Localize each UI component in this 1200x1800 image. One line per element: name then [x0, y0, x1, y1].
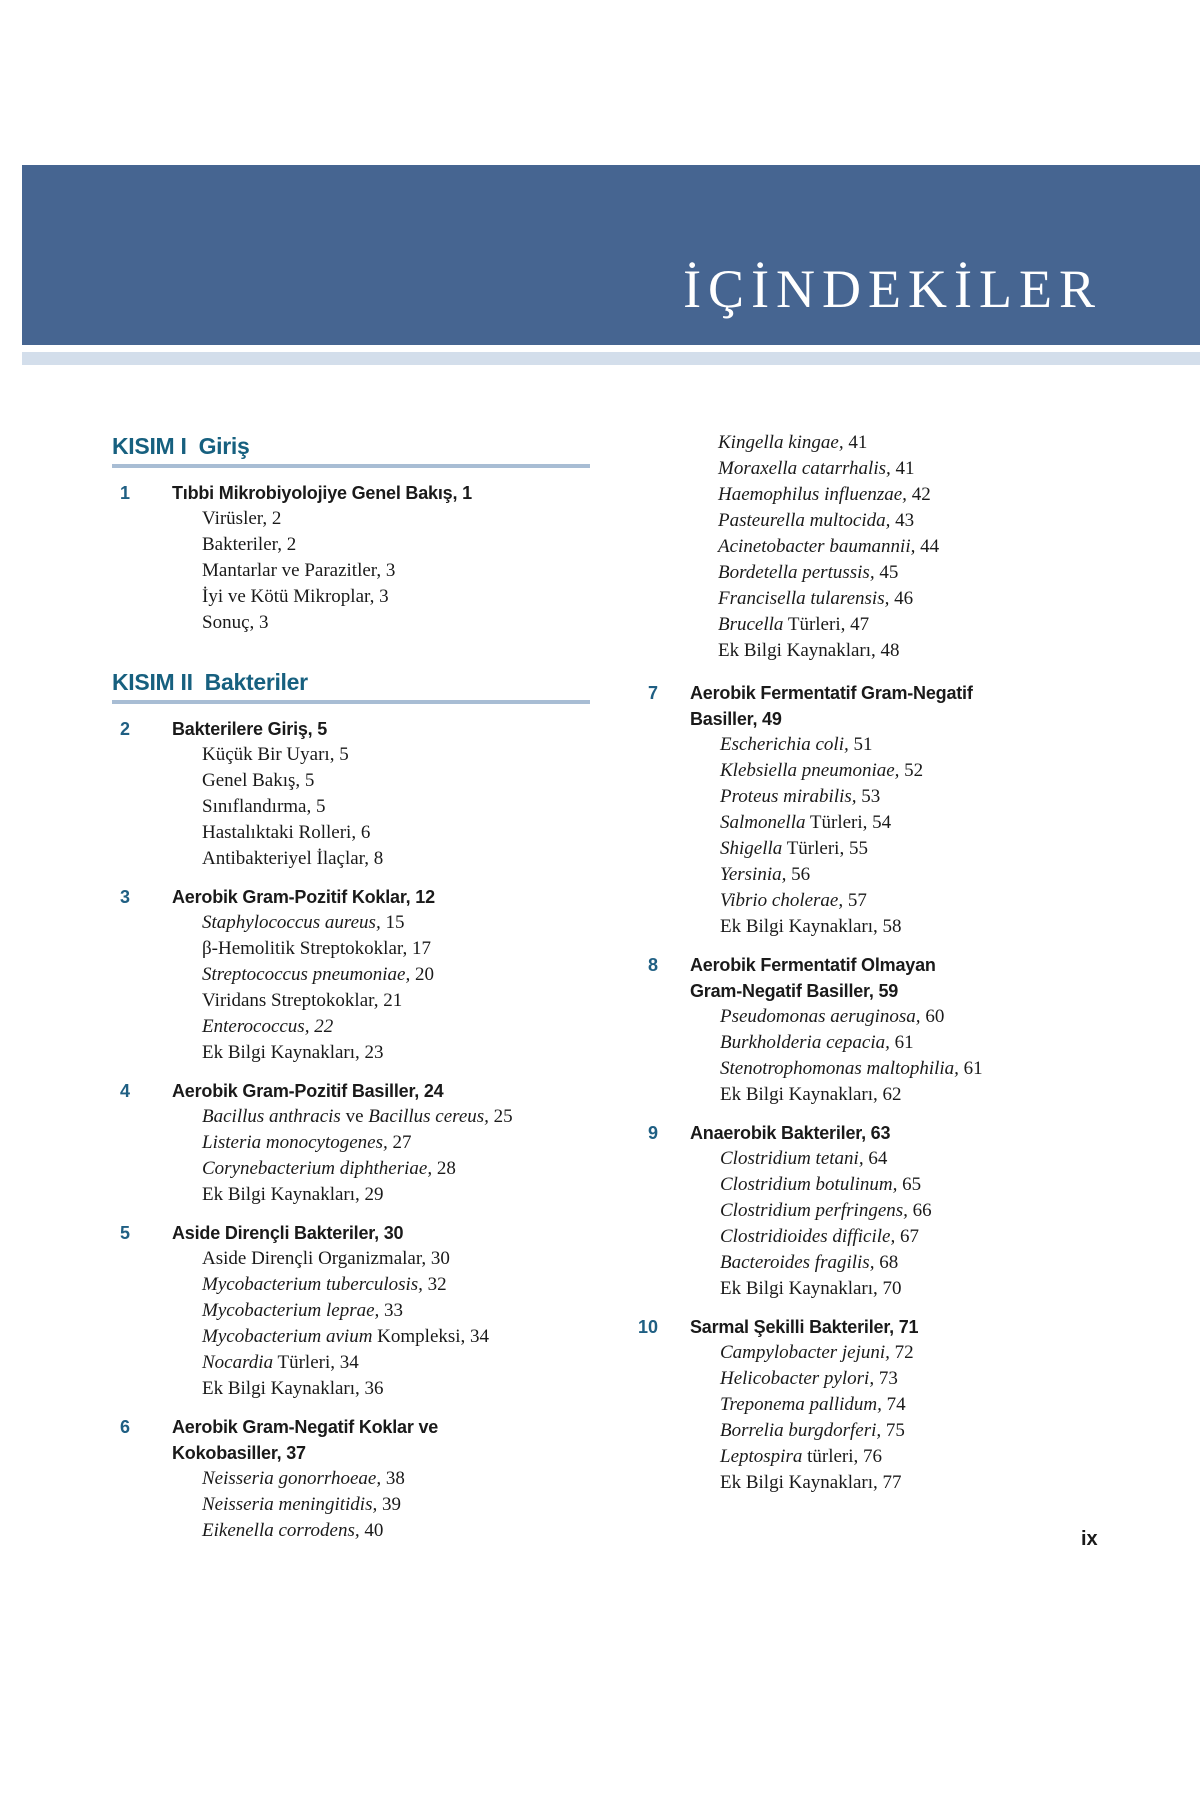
- chapter-title[interactable]: Anaerobik Bakteriler, 63: [690, 1123, 891, 1143]
- entry-italic-text: Shigella: [720, 838, 783, 859]
- toc-entry[interactable]: [720, 1056, 1150, 1082]
- chapter-9[interactable]: [630, 1120, 1150, 1302]
- toc-entry[interactable]: [202, 820, 590, 846]
- toc-entry[interactable]: [202, 768, 590, 794]
- page-number: ix: [1081, 1528, 1098, 1550]
- chapter-entries: [172, 1104, 590, 1208]
- page-title: İÇİNDEKİLER: [683, 259, 1102, 319]
- entry-italic-text: Mycobacterium tuberculosis,: [202, 1274, 423, 1295]
- entry-italic-text: Salmonella: [720, 812, 806, 833]
- chapter-number: 2: [120, 719, 131, 739]
- chapter-entries: [172, 742, 590, 872]
- chapter-entries: [172, 910, 590, 1066]
- chapter-entries: [172, 1466, 590, 1544]
- toc-entry[interactable]: [202, 584, 590, 610]
- entry-italic-text: Leptospira: [720, 1446, 803, 1467]
- entry-text: 41: [843, 432, 868, 453]
- chapter-10[interactable]: [630, 1314, 1150, 1496]
- toc-entry[interactable]: [720, 810, 1150, 836]
- entry-italic-text: Klebsiella pneumoniae,: [720, 760, 900, 781]
- toc-entry[interactable]: [718, 482, 1150, 508]
- entry-italic-text: Enterococcus, 22: [202, 1016, 334, 1037]
- entry-text: 39: [377, 1494, 401, 1515]
- toc-entry[interactable]: [202, 1040, 590, 1066]
- chapter-number: 5: [120, 1223, 131, 1243]
- entry-text: 38: [381, 1468, 405, 1489]
- toc-entry[interactable]: [720, 1250, 1150, 1276]
- toc-entry[interactable]: [720, 1444, 1150, 1470]
- entry-text: 28: [432, 1158, 456, 1179]
- part-name: Bakteriler: [204, 669, 308, 695]
- chapter-title-line[interactable]: Kokobasiller, 37: [172, 1443, 306, 1463]
- entry-text: Sonuç, 3: [202, 612, 269, 633]
- toc-column-left: [112, 430, 590, 1544]
- toc-column-right: [630, 430, 1150, 1496]
- entry-italic-text: Acinetobacter baumannii,: [718, 536, 916, 557]
- toc-entry[interactable]: [720, 1470, 1150, 1496]
- entry-italic-text: Burkholderia cepacia,: [720, 1032, 890, 1053]
- toc-entry[interactable]: [718, 586, 1150, 612]
- entry-text: 52: [899, 760, 924, 781]
- toc-entry[interactable]: [202, 936, 590, 962]
- chapter-title[interactable]: Tıbbi Mikrobiyolojiye Genel Bakış, 1: [172, 483, 472, 503]
- entry-text: 45: [874, 562, 899, 583]
- toc-entry[interactable]: [202, 610, 590, 636]
- entry-italic-text: Vibrio cholerae,: [720, 890, 844, 911]
- chapter-number: 7: [647, 683, 658, 703]
- toc-entry[interactable]: [202, 910, 590, 936]
- entry-text: 53: [856, 786, 881, 807]
- entry-italic-text: Streptococcus pneumoniae,: [202, 964, 411, 985]
- toc-entry[interactable]: [202, 962, 590, 988]
- entry-text: 57: [843, 890, 867, 911]
- entry-italic-text: Mycobacterium leprae,: [202, 1300, 380, 1321]
- entry-text: 46: [889, 588, 914, 609]
- entry-italic-text: Clostridium tetani,: [720, 1148, 864, 1169]
- chapter-entries: [690, 1146, 1150, 1302]
- toc-entry[interactable]: [720, 1198, 1150, 1224]
- entry-text: 27: [387, 1132, 412, 1153]
- chapter-number: 6: [120, 1417, 131, 1437]
- entry-italic-text: Yersinia,: [720, 864, 787, 885]
- entry-text: β-Hemolitik Streptokoklar, 17: [202, 938, 431, 959]
- chapter-3[interactable]: [112, 884, 590, 1066]
- entry-text: 67: [895, 1226, 919, 1247]
- toc-entry[interactable]: [720, 784, 1150, 810]
- entry-text: ve: [340, 1106, 369, 1127]
- entry-italic-text: Staphylococcus aureus,: [202, 912, 381, 933]
- entry-text: türleri, 76: [802, 1446, 883, 1467]
- chapter-title-line[interactable]: Aerobik Fermentatif Olmayan: [690, 955, 936, 975]
- chapter-1[interactable]: [112, 480, 590, 636]
- toc-entry[interactable]: [202, 1298, 590, 1324]
- entry-italic-text: Helicobacter pylori,: [720, 1368, 875, 1389]
- entry-text: Ek Bilgi Kaynakları, 58: [720, 916, 902, 937]
- entry-italic-text: Clostridium perfringens,: [720, 1200, 908, 1221]
- entry-text: 56: [786, 864, 811, 885]
- toc-entry[interactable]: [720, 732, 1150, 758]
- part-label: KISIM II: [112, 669, 193, 695]
- entry-text: Mantarlar ve Parazitler, 3: [202, 560, 396, 581]
- entry-text: Türleri, 34: [273, 1352, 359, 1373]
- toc-entry[interactable]: [718, 456, 1150, 482]
- chapter-number: 3: [120, 887, 131, 907]
- entry-italic-text: Haemophilus influenzae,: [718, 484, 907, 505]
- toc-entry[interactable]: [202, 558, 590, 584]
- toc-entry[interactable]: [720, 758, 1150, 784]
- entry-text: 25: [488, 1106, 513, 1127]
- entry-text: 43: [890, 510, 915, 531]
- entry-text: Ek Bilgi Kaynakları, 77: [720, 1472, 902, 1493]
- chapter-2[interactable]: [112, 716, 590, 872]
- toc-entry[interactable]: [202, 846, 590, 872]
- entry-italic-text: Bordetella pertussis,: [718, 562, 875, 583]
- chapter-6[interactable]: [112, 1414, 590, 1544]
- chapter-5[interactable]: [112, 1220, 590, 1402]
- entry-text: 51: [848, 734, 873, 755]
- entry-text: 40: [359, 1520, 384, 1541]
- chapter-number: 9: [647, 1123, 658, 1143]
- toc-entry[interactable]: [720, 1340, 1150, 1366]
- toc-entry[interactable]: [202, 1350, 590, 1376]
- entry-text: 61: [889, 1032, 914, 1053]
- entry-text: Türleri, 47: [783, 614, 870, 635]
- entry-text: 44: [915, 536, 940, 557]
- entry-italic-text: Brucella: [718, 614, 784, 635]
- entry-italic-text: Corynebacterium diphtheriae,: [202, 1158, 433, 1179]
- chapter-title-line[interactable]: Aerobik Fermentatif Gram-Negatif: [690, 683, 973, 703]
- toc-entry[interactable]: [720, 1276, 1150, 1302]
- entry-italic-text: Escherichia coli,: [720, 734, 849, 755]
- toc-entry[interactable]: [202, 1104, 590, 1130]
- toc-entry[interactable]: [202, 1182, 590, 1208]
- entry-italic-text: Kingella kingae,: [718, 432, 844, 453]
- toc-entry[interactable]: [202, 988, 590, 1014]
- entry-text: Ek Bilgi Kaynakları, 36: [202, 1378, 384, 1399]
- entry-text: 73: [874, 1368, 898, 1389]
- toc-entry[interactable]: [202, 1272, 590, 1298]
- entry-italic-text: Listeria monocytogenes,: [202, 1132, 388, 1153]
- chapter-number: 10: [637, 1317, 658, 1337]
- toc-entry[interactable]: [720, 888, 1150, 914]
- toc-entry[interactable]: [202, 1518, 590, 1544]
- entry-text: Ek Bilgi Kaynakları, 29: [202, 1184, 384, 1205]
- toc-entry[interactable]: [720, 1366, 1150, 1392]
- entry-text: Genel Bakış, 5: [202, 770, 315, 791]
- entry-italic-text: Stenotrophomonas maltophilia,: [720, 1058, 959, 1079]
- part-heading: [112, 666, 590, 704]
- entry-italic-text: Neisseria gonorrhoeae,: [202, 1468, 382, 1489]
- entry-text: 75: [881, 1420, 905, 1441]
- entry-text: Türleri, 55: [782, 838, 868, 859]
- entry-text: Türleri, 54: [805, 812, 892, 833]
- entry-italic-text: Campylobacter jejuni,: [720, 1342, 890, 1363]
- toc-entry[interactable]: [718, 430, 1150, 456]
- entry-italic-text: Francisella tularensis,: [718, 588, 890, 609]
- entry-text: 68: [874, 1252, 899, 1273]
- entry-text: 20: [410, 964, 434, 985]
- chapter-number: 1: [120, 483, 131, 503]
- entry-text: 64: [863, 1148, 888, 1169]
- entry-text: 41: [890, 458, 915, 479]
- toc-entry[interactable]: [720, 1392, 1150, 1418]
- chapter-title[interactable]: Aerobik Gram-Pozitif Basiller, 24: [172, 1081, 444, 1101]
- toc-entry[interactable]: [720, 1172, 1150, 1198]
- toc-entry[interactable]: [202, 1156, 590, 1182]
- chapter-title[interactable]: Bakterilere Giriş, 5: [172, 719, 328, 739]
- toc-entry[interactable]: [202, 742, 590, 768]
- chapter-title-line[interactable]: Aerobik Gram-Negatif Koklar ve: [172, 1417, 439, 1437]
- entry-text: 32: [422, 1274, 447, 1295]
- toc-entry[interactable]: [720, 862, 1150, 888]
- toc-entry[interactable]: [720, 1146, 1150, 1172]
- entry-italic-text: Proteus mirabilis,: [720, 786, 857, 807]
- entry-italic-text: Pasteurella multocida,: [718, 510, 891, 531]
- toc-entry[interactable]: [202, 794, 590, 820]
- entry-text: Antibakteriyel İlaçlar, 8: [202, 848, 384, 869]
- part-label: KISIM I: [112, 433, 187, 459]
- entry-text: Bakteriler, 2: [202, 534, 297, 555]
- chapter-entries: [690, 1340, 1150, 1496]
- toc-entry[interactable]: [720, 1030, 1150, 1056]
- entry-text: 74: [881, 1394, 906, 1415]
- part-heading: [112, 430, 590, 468]
- entry-italic-text: Eikenella corrodens,: [202, 1520, 360, 1541]
- toc-entry[interactable]: [718, 638, 1150, 664]
- toc-entry[interactable]: [202, 1466, 590, 1492]
- toc-entry[interactable]: [202, 506, 590, 532]
- entry-text: 72: [889, 1342, 914, 1363]
- entry-italic-text: Clostridioides difficile,: [720, 1226, 896, 1247]
- chapter-title[interactable]: Aside Dirençli Bakteriler, 30: [172, 1223, 404, 1243]
- entry-text: Ek Bilgi Kaynakları, 70: [720, 1278, 902, 1299]
- entry-text: Ek Bilgi Kaynakları, 48: [718, 640, 900, 661]
- entry-text: 60: [920, 1006, 945, 1027]
- entry-text: Sınıflandırma, 5: [202, 796, 326, 817]
- toc-entry[interactable]: [202, 532, 590, 558]
- entry-text: 42: [906, 484, 931, 505]
- part-1: [112, 430, 590, 636]
- entry-italic-text: Borrelia burgdorferi,: [720, 1420, 882, 1441]
- toc-entry[interactable]: [720, 836, 1150, 862]
- toc-entry[interactable]: [720, 1418, 1150, 1444]
- entry-italic-text: Clostridium botulinum,: [720, 1174, 898, 1195]
- chapter-title[interactable]: Sarmal Şekilli Bakteriler, 71: [690, 1317, 919, 1337]
- toc-entry[interactable]: [202, 1492, 590, 1518]
- entry-text: 65: [897, 1174, 922, 1195]
- entry-text: 15: [380, 912, 405, 933]
- toc-entry[interactable]: [202, 1376, 590, 1402]
- entry-text: 33: [379, 1300, 404, 1321]
- part-name: Giriş: [198, 433, 250, 459]
- chapter-number: 4: [120, 1081, 131, 1101]
- chapter-title[interactable]: Aerobik Gram-Pozitif Koklar, 12: [172, 887, 435, 907]
- entry-text: Küçük Bir Uyarı, 5: [202, 744, 349, 765]
- toc-entry[interactable]: [202, 1014, 590, 1040]
- entry-text: 61: [958, 1058, 983, 1079]
- header-accent-strip: [22, 352, 1200, 365]
- toc-entry[interactable]: [202, 1246, 590, 1272]
- entry-text: Aside Dirençli Organizmalar, 30: [202, 1248, 450, 1269]
- chapter-entries: [690, 1004, 1150, 1108]
- toc-entry[interactable]: [718, 534, 1150, 560]
- entry-text: 66: [907, 1200, 932, 1221]
- entry-italic-text: Bacillus anthracis: [202, 1106, 341, 1127]
- entry-text: Virüsler, 2: [202, 508, 282, 529]
- chapter-7[interactable]: [630, 680, 1150, 940]
- chapter-4[interactable]: [112, 1078, 590, 1208]
- toc-entry[interactable]: [720, 1224, 1150, 1250]
- entry-italic-text: Neisseria meningitidis,: [202, 1494, 378, 1515]
- entry-italic-text: Bacteroides fragilis,: [720, 1252, 875, 1273]
- toc-entry[interactable]: [718, 560, 1150, 586]
- entry-italic-text: Bacillus cereus,: [368, 1106, 489, 1127]
- entry-italic-text: Mycobacterium avium: [202, 1326, 373, 1347]
- chapter-title-line[interactable]: Gram-Negatif Basiller, 59: [690, 981, 899, 1001]
- chapter-entries: [172, 1246, 590, 1402]
- toc-entry[interactable]: [718, 612, 1150, 638]
- toc-entry[interactable]: [720, 914, 1150, 940]
- entry-text: Viridans Streptokoklar, 21: [202, 990, 403, 1011]
- toc-entry[interactable]: [718, 508, 1150, 534]
- part-2: [112, 666, 590, 1544]
- chapter-entries: [172, 506, 590, 636]
- entry-italic-text: Nocardia: [202, 1352, 274, 1373]
- chapter-number: 8: [647, 955, 658, 975]
- toc-entry[interactable]: [720, 1082, 1150, 1108]
- entry-italic-text: Treponema pallidum,: [720, 1394, 882, 1415]
- entry-italic-text: Moraxella catarrhalis,: [718, 458, 891, 479]
- chapter-8[interactable]: [630, 952, 1150, 1108]
- entry-italic-text: Pseudomonas aeruginosa,: [720, 1006, 921, 1027]
- entry-text: Ek Bilgi Kaynakları, 23: [202, 1042, 384, 1063]
- entry-text: Hastalıktaki Rolleri, 6: [202, 822, 371, 843]
- chapter-title-line[interactable]: Basiller, 49: [690, 709, 782, 729]
- entry-text: İyi ve Kötü Mikroplar, 3: [202, 586, 389, 607]
- toc-entry[interactable]: [720, 1004, 1150, 1030]
- toc-entry[interactable]: [202, 1324, 590, 1350]
- entry-text: Kompleksi, 34: [372, 1326, 490, 1347]
- chapter-entries: [690, 732, 1150, 940]
- chapter-6-continued-entries: [630, 430, 1150, 664]
- toc-entry[interactable]: [202, 1130, 590, 1156]
- entry-text: Ek Bilgi Kaynakları, 62: [720, 1084, 902, 1105]
